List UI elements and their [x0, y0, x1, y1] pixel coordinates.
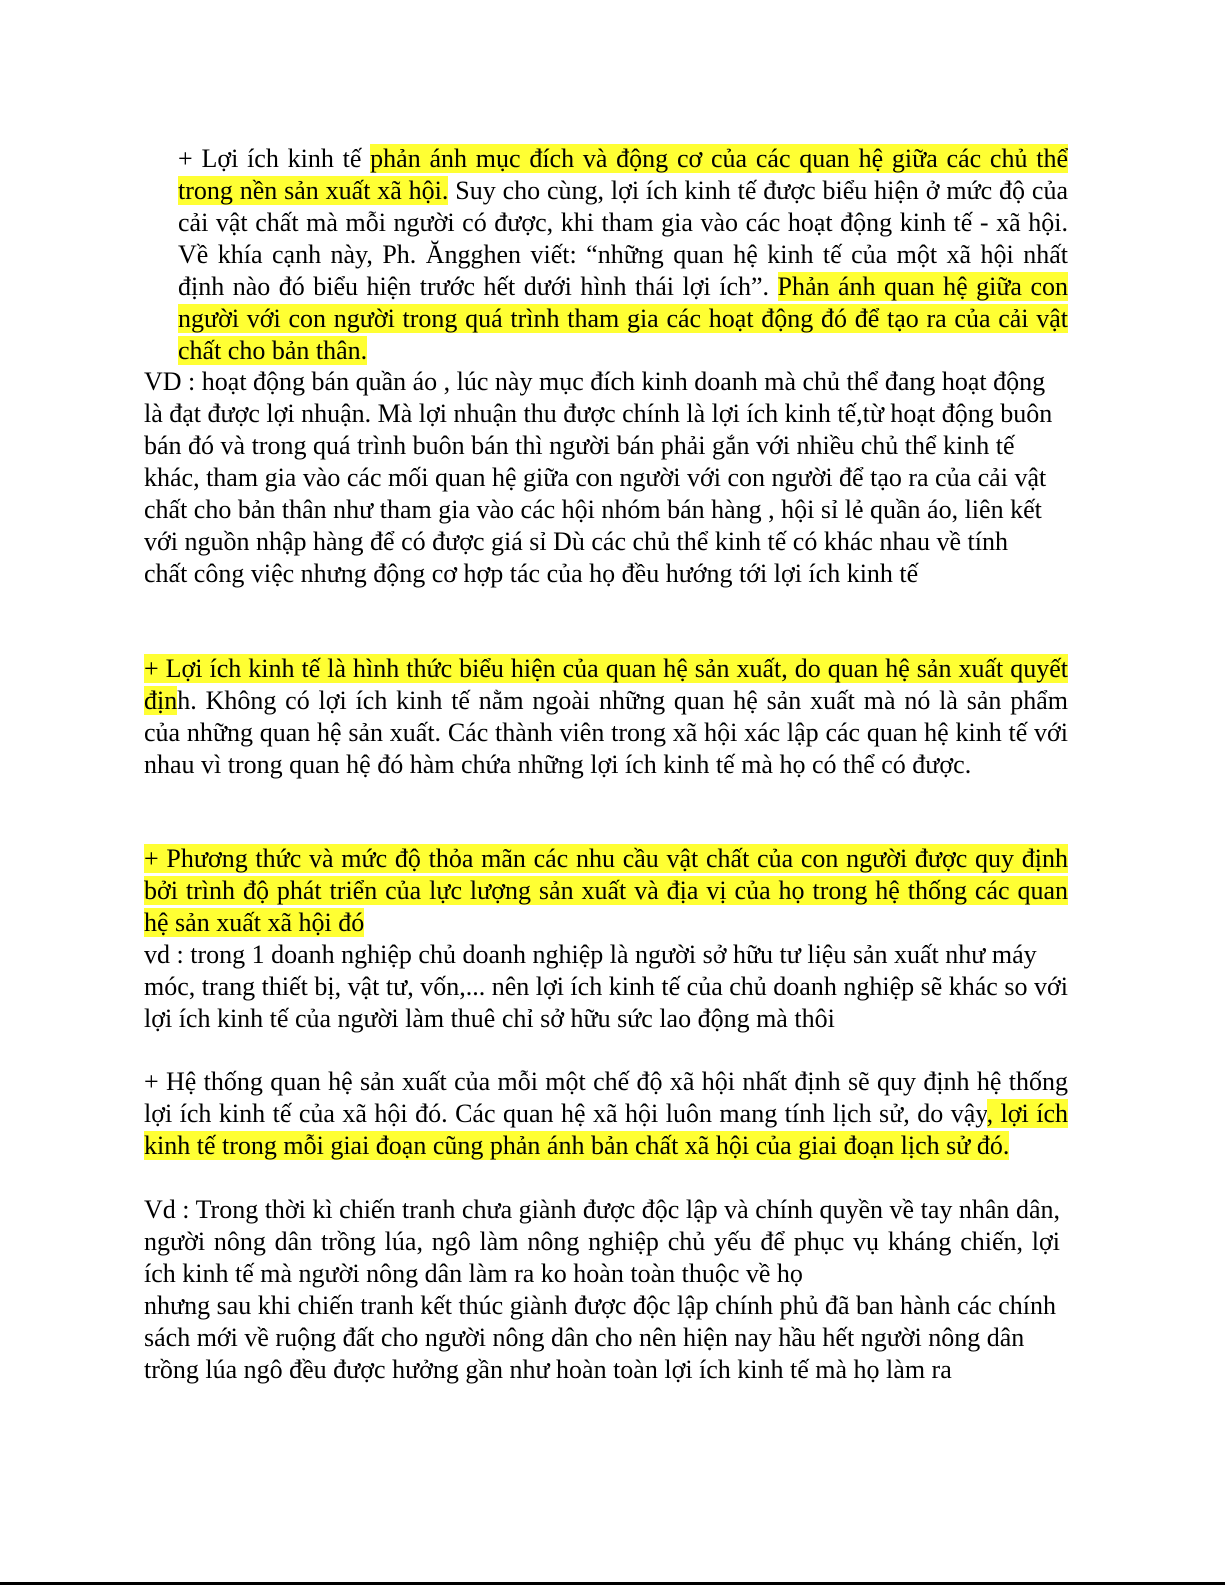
paragraph-economic-interest-purpose: [178, 143, 1068, 367]
paragraph-text: vd : trong 1 doanh nghiệp chủ doanh nghiệp là người sở hữu tư liệu sản xuất như máy móc, trang thiết bị, vật tư, vốn,... nên lợi ích kinh tế của chủ doanh nghiệp sẽ khác so với lợi ích kinh tế của người làm thuê chỉ sở hữu sức lao động mà thôi: [144, 940, 1068, 1033]
highlighted-text: Phản ánh quan hệ giữa con người với con người trong quá trình tham gia các hoạt động đó để tạo ra của cải vật chất cho bản thân.: [178, 272, 1068, 365]
highlighted-text: + Phương thức và mức độ thỏa mãn các nhu cầu vật chất của con người được quy định bởi trình độ phát triển của lực lượng sản xuất và địa vị của họ trong hệ thống các quan hệ sản xuất xã hội đó: [144, 844, 1068, 937]
paragraph-text: + Lợi ích kinh tế: [178, 144, 371, 173]
paragraph-text: + Hệ thống quan hệ sản xuất của mỗi một chế độ xã hội nhất định sẽ quy định hệ thống lợi ích kinh tế của xã hội đó. Các quan hệ xã hội luôn mang tính lịch sử, do vậy: [144, 1067, 1068, 1128]
example-farmers-after-war: [144, 1290, 1068, 1386]
highlighted-text: + Lợi ích kinh tế là hình thức biểu hiện của quan hệ sản xuất, do quan hệ sản xuất quyết địn: [144, 654, 1068, 715]
highlighted-text: phản ánh mục đích và động cơ của các quan hệ giữa các chủ thể trong nền sản xuất xã hội.: [178, 144, 1068, 205]
paragraph-text: VD : hoạt động bán quần áo , lúc này mục đích kinh doanh mà chủ thể đang hoạt động là đạt được lợi nhuận. Mà lợi nhuận thu được chính là lợi ích kinh tế,từ hoạt động buôn bán đó và trong quá trình buôn bán thì người bán phải gắn với nhiều chủ thể kinh tế khác, tham gia vào các mối quan hệ giữa con người với con người để tạo ra của cải vật chất cho bản thân như tham gia vào các hội nhóm bán hàng , hội sỉ lẻ quần áo, liên kết với nguồn nhập hàng để có được giá sỉ Dù các chủ thể kinh tế có khác nhau về tính chất công việc nhưng động cơ hợp tác của họ đều hướng tới lợi ích kinh tế: [144, 367, 1053, 588]
highlighted-text: , lợi ích kinh tế trong mỗi giai đoạn cũng phản ánh bản chất xã hội của giai đoạn lịch sử đó.: [144, 1099, 1068, 1160]
example-farmers-war: [144, 1194, 1060, 1290]
example-clothing-sales: [144, 366, 1054, 590]
paragraph-needs-satisfaction: [144, 843, 1068, 939]
paragraph-production-relations-form: [144, 653, 1068, 781]
paragraph-text: Vd : Trong thời kì chiến tranh chưa giành được độc lập và chính quyền về tay nhân dân, người nông dân trồng lúa, ngô làm nông nghiệp chủ yếu để phục vụ kháng chiến, lợi ích kinh tế mà người nông dân làm ra ko hoàn toàn thuộc về họ: [144, 1195, 1060, 1288]
paragraph-text: nhưng sau khi chiến tranh kết thúc giành được độc lập chính phủ đã ban hành các chính sách mới về ruộng đất cho người nông dân cho nên hiện nay hầu hết người nông dân trồng lúa ngô đều được hưởng gần như hoàn toàn lợi ích kinh tế mà họ làm ra: [144, 1291, 1056, 1384]
paragraph-historical-system: [144, 1066, 1068, 1162]
paragraph-text: h. Không có lợi ích kinh tế nằm ngoài những quan hệ sản xuất mà nó là sản phẩm của những quan hệ sản xuất. Các thành viên trong xã hội xác lập các quan hệ kinh tế với nhau vì trong quan hệ đó hàm chứa những lợi ích kinh tế mà họ có thể có được.: [144, 686, 1068, 779]
paragraph-text: Suy cho cùng, lợi ích kinh tế được biểu hiện ở mức độ của cải vật chất mà mỗi người có được, khi tham gia vào các hoạt động kinh tế - xã hội. Về khía cạnh này, Ph. Ăngghen viết: “những quan hệ kinh tế của một xã hội nhất định nào đó biểu hiện trước hết dưới hình thái lợi ích”.: [178, 176, 1068, 301]
example-enterprise-owner: [144, 939, 1068, 1035]
